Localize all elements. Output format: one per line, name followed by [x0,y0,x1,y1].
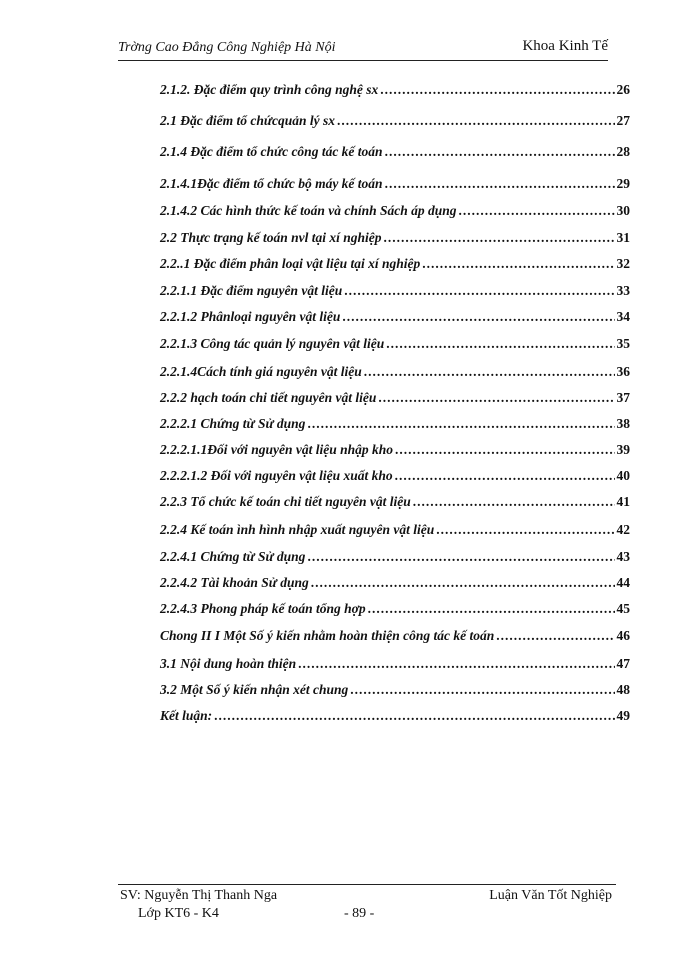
toc-entry-page: 40 [616,468,630,483]
toc-entry-page: 32 [616,256,630,271]
toc-entry-title: 2.2.2.1.1Đối với nguyên vật liệu nhập kho [160,442,394,457]
toc-entry-page: 27 [616,113,630,128]
toc-entry [160,468,630,484]
toc-dot-leader [368,601,615,617]
toc-entry [160,256,630,272]
toc-entry [160,176,630,192]
toc-entry-page: 45 [616,601,630,616]
toc-dot-leader [350,682,614,698]
toc-entry-title: 3.1 Nội dung hoàn thiện [160,656,297,671]
toc-entry-page: 26 [616,82,630,97]
toc-entry [160,416,630,432]
toc-dot-leader [395,468,615,484]
toc-entry [160,144,630,160]
toc-entry-title: 2.2 Thực trạng kế toán nvl tại xí nghiệp [160,230,382,245]
toc-entry-title: 2.1 Đặc điểm tổ chứcquản lý sx [160,113,335,128]
toc-entry-title: 2.2.2.1.2 Đối với nguyên vật liệu xuất kho [160,468,393,483]
toc-dot-leader [342,309,614,325]
footer-thesis: Luận Văn Tốt Nghiệp [489,888,612,903]
toc-dot-leader [307,416,614,432]
toc-entry-title: 2.2.1.1 Đặc điểm nguyên vật liệu [160,283,343,298]
toc-entry-title: 2.2.2.1 Chứng từ Sử dụng [160,416,306,431]
toc-dot-leader [344,283,614,299]
toc-entry [160,336,630,352]
toc-entry-page: 47 [616,656,630,671]
toc-dot-leader [385,176,615,192]
footer-class: Lớp KT6 - K4 [138,906,219,921]
footer-student: SV: Nguyễn Thị Thanh Nga [120,888,278,903]
toc-entry [160,283,630,299]
toc-entry [160,442,630,458]
toc-entry-page: 41 [616,494,630,509]
toc-entry-page: 39 [616,442,630,457]
toc-entry-page: 35 [616,336,630,351]
toc-entry [160,522,630,538]
toc-dot-leader [386,336,614,352]
toc-entry [160,494,630,510]
toc-entry-title: 2.2.1.3 Công tác quản lý nguyên vật liệu [160,336,385,351]
toc-entry-title: 2.2.2 hạch toán chi tiết nguyên vật liệu [160,390,377,405]
toc-dot-leader [311,575,615,591]
toc-entry [160,708,630,724]
toc-entry-title: 2.2.3 Tổ chức kế toán chi tiết nguyên vật liệu [160,494,411,509]
toc-entry-title: 2.1.2. Đặc điểm quy trình công nghệ sx [160,82,379,97]
toc-entry-page: 37 [616,390,630,405]
page-footer [118,884,616,925]
header-school: Trờng Cao Đẳng Công Nghiệp Hà Nội [118,40,336,55]
toc-dot-leader [214,708,614,724]
toc-dot-leader [413,494,615,510]
toc-entry-page: 29 [616,176,630,191]
toc-dot-leader [364,364,615,380]
toc-entry [160,82,630,98]
toc-entry [160,309,630,325]
toc-entry-page: 38 [616,416,630,431]
toc-dot-leader [307,549,614,565]
toc-entry [160,203,630,219]
toc-entry [160,656,630,672]
toc-entry [160,113,630,129]
toc-entry-title: 2.1.4.1Đặc điểm tổ chức bộ máy kế toán [160,176,383,191]
toc-entry-page: 34 [616,309,630,324]
toc-entry [160,230,630,246]
toc-entry-page: 49 [616,708,630,723]
toc-entry-page: 43 [616,549,630,564]
toc-entry-title: 3.2 Một Số ý kiến nhận xét chung [160,682,349,697]
toc-entry-page: 30 [616,203,630,218]
toc-entry [160,575,630,591]
toc-entry [160,601,630,617]
toc-dot-leader [385,144,615,160]
toc-dot-leader [383,230,614,246]
toc-entry [160,682,630,698]
toc-entry-title: 2.1.4 Đặc điểm tổ chức công tác kế toán [160,144,383,159]
toc-dot-leader [496,628,614,644]
toc-entry-title: 2.2.4.2 Tài khoản Sử dụng [160,575,309,590]
footer-page-number: - 89 - [344,906,375,921]
toc-entry-page: 46 [616,628,630,643]
toc-entry-title: 2.2.4.3 Phong pháp kế toán tổng hợp [160,601,366,616]
toc-entry [160,628,630,644]
toc-entry-page: 28 [616,144,630,159]
toc-dot-leader [436,522,614,538]
toc-entry [160,549,630,565]
toc-entry-title: 2.2.1.2 Phânloại nguyên vật liệu [160,309,341,324]
toc-dot-leader [380,82,614,98]
toc-dot-leader [298,656,614,672]
page-header [118,38,608,61]
toc-entry-title: 2.2.1.4Cách tính giá nguyên vật liệu [160,364,362,379]
header-faculty: Khoa Kinh Tế [522,38,608,54]
toc-entry-title: Kết luận: [160,708,213,723]
toc-dot-leader [459,203,615,219]
toc-entry-page: 36 [616,364,630,379]
toc-entry-title: Chong II I Một Số ý kiến nhằm hoàn thiện công tác kế toán [160,628,495,643]
toc-dot-leader [337,113,615,129]
toc-entry-title: 2.2..1 Đặc điểm phân loại vật liệu tại xí nghiệp [160,256,421,271]
toc-dot-leader [395,442,614,458]
toc-entry [160,390,630,406]
toc-entry [160,364,630,380]
toc-entry-page: 42 [616,522,630,537]
toc-entry-title: 2.1.4.2 Các hình thức kế toán và chính Sách áp dụng [160,203,457,218]
toc-entry-page: 48 [616,682,630,697]
toc-entry-page: 44 [616,575,630,590]
toc-entry-title: 2.2.4.1 Chứng từ Sử dụng [160,549,306,564]
toc-dot-leader [378,390,614,406]
toc-dot-leader [422,256,614,272]
toc-entry-page: 31 [616,230,630,245]
toc-entry-page: 33 [616,283,630,298]
toc-entry-title: 2.2.4 Kế toán ình hình nhập xuất nguyên vật liệu [160,522,435,537]
